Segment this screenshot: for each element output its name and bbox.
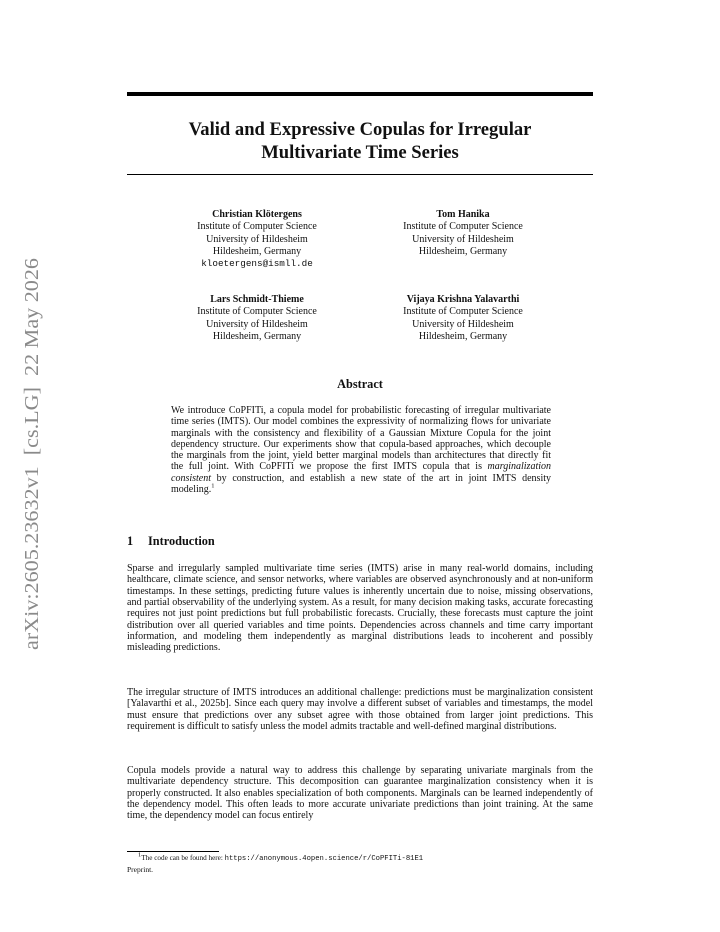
author-name: Vijaya Krishna Yalavarthi xyxy=(406,294,520,305)
author-name: Lars Schmidt-Thieme xyxy=(210,294,304,305)
author-block xyxy=(157,209,357,270)
abstract-text-end: by construction, and establish a new state of the art in joint IMTS density modeling. xyxy=(171,472,551,496)
section-title: Introduction xyxy=(148,534,215,548)
author-location: Hildesheim, Germany xyxy=(418,245,508,257)
author-name: Christian Klötergens xyxy=(212,209,302,220)
footnote-number: 1 xyxy=(138,851,142,859)
author-name: Tom Hanika xyxy=(436,209,490,220)
footnote-link[interactable]: https://anonymous.4open.science/r/CoPFITi-81E1 xyxy=(224,855,424,863)
arxiv-identifier-text: arXiv:2605.23632v1 [cs.LG] 22 May 2026 xyxy=(22,304,43,650)
preprint-label: Preprint. xyxy=(127,865,154,874)
author-block xyxy=(157,294,357,343)
author-affiliation: Institute of Computer Science xyxy=(403,306,523,318)
footnote-text: The code can be found here: xyxy=(141,854,225,862)
author-email: kloetergens@ismll.de xyxy=(201,258,313,270)
author-university: University of Hildesheim xyxy=(412,233,514,245)
abstract-heading: Abstract xyxy=(337,377,383,391)
intro-paragraph: Sparse and irregularly sampled multivariate time series (IMTS) arise in many real-world domains, including healthcare, climate science, and sensor networks, where variables are observed asynchronously and at non-uniform timestamps. In these settings, predicting future values is inherently uncertain due to noise, missing observations, and partial observability of the underlying system. As a result, for many decision making tasks, accurate forecasting requires not just point predictions but full probabilistic forecasts. Crucially, these forecasts must capture the joint distribution over all queried variables and time points. Dependencies across channels and time carry important information, and modeling them independently as marginal distributions leads to incoherent and possibly misleading predictions. xyxy=(127,563,593,654)
author-location: Hildesheim, Germany xyxy=(212,330,302,342)
author-affiliation: Institute of Computer Science xyxy=(403,221,523,233)
author-university: University of Hildesheim xyxy=(412,318,514,330)
abstract-text xyxy=(171,405,551,495)
author-block xyxy=(363,209,563,258)
author-affiliation: Institute of Computer Science xyxy=(197,306,317,318)
abstract-text-start: We introduce CoPFITi, a copula model for probabilistic forecasting of irregular multivariate time series (IMTS). Our model combines the expressivity of normalizing flows for univariate marginals with the consistency and flexibility of a Gaussian Mixture Copula for the joint dependency structure. Our experiments show that copula-based approaches, which decouple the marginals from the joint, yield better marginal models than architectures that directly fit the full joint. With CoPFITi we propose the first IMTS copula that is xyxy=(171,405,551,473)
intro-paragraph: The irregular structure of IMTS introduces an additional challenge: predictions must be marginalization consistent [Yalavarthi et al., 2025b]. Since each query may involve a different subset of variables and timestamps, the model must ensure that predictions over any subset agree with those obtained from larger joint predictions. This requirement is difficult to satisfy unless the model admits tractable and well-defined marginal distributions. xyxy=(127,687,593,733)
abstract-emphasis: marginalization consistent xyxy=(171,461,551,484)
arxiv-identifier-stamp xyxy=(6,258,56,650)
author-university: University of Hildesheim xyxy=(206,233,308,245)
author-location: Hildesheim, Germany xyxy=(212,245,302,257)
author-location: Hildesheim, Germany xyxy=(418,330,508,342)
paper-title xyxy=(127,118,593,164)
author-block xyxy=(363,294,563,343)
title-line-2: Multivariate Time Series xyxy=(261,142,459,163)
section-heading xyxy=(127,534,593,549)
title-line-1: Valid and Expressive Copulas for Irregular xyxy=(188,119,532,140)
title-top-rule xyxy=(127,92,593,96)
footnote xyxy=(138,851,593,864)
intro-paragraph: Copula models provide a natural way to address this challenge by separating univariate marginals from the multivariate dependency structure. This decomposition can guarantee marginalization consistency when it is properly constructed. It also enables specialization of both components. Marginals can be learned independently of the dependency model. This often leads to more accurate univariate predictions than joint training. At the same time, the dependency model can focus entirely xyxy=(127,765,593,822)
footnote-marker: 1 xyxy=(211,482,215,490)
section-number: 1 xyxy=(127,534,134,548)
author-university: University of Hildesheim xyxy=(206,318,308,330)
title-bottom-rule xyxy=(127,174,593,175)
author-affiliation: Institute of Computer Science xyxy=(197,221,317,233)
